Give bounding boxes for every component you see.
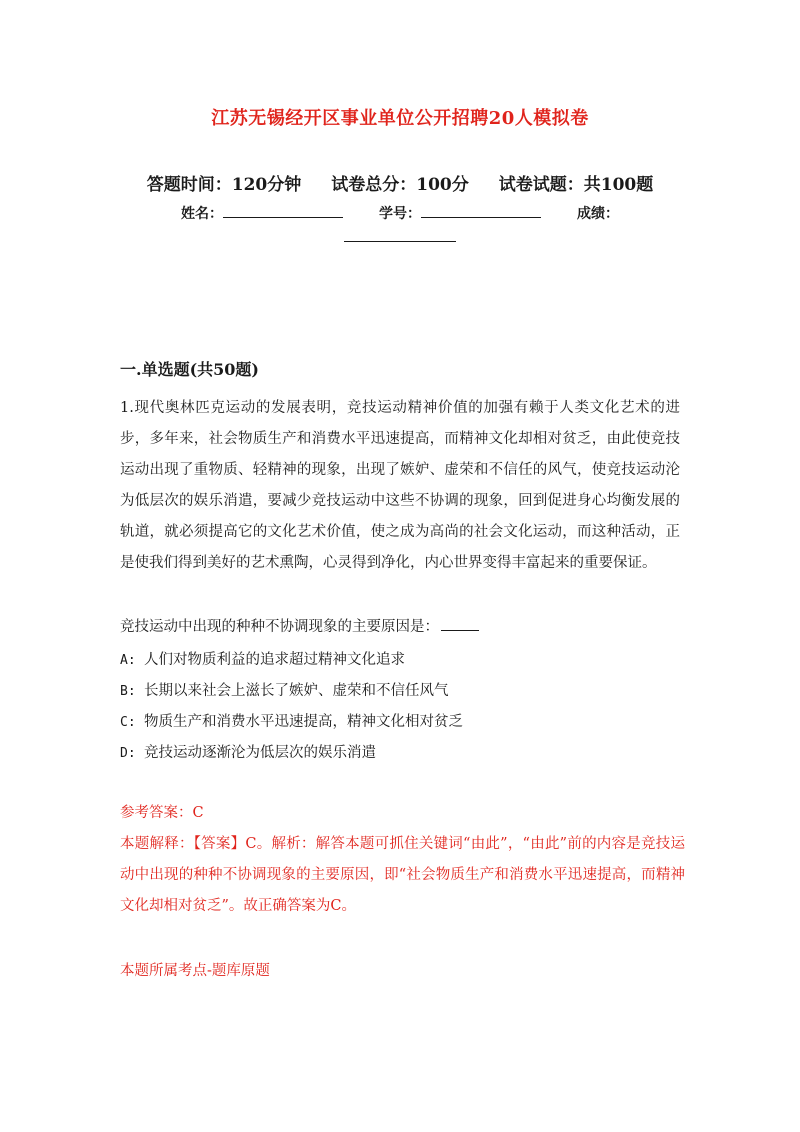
option-text: 人们对物质利益的追求超过精神文化追求 — [144, 652, 405, 668]
score-field[interactable] — [344, 229, 456, 242]
question-stem — [120, 615, 479, 636]
name-field[interactable] — [223, 205, 343, 218]
score-line — [0, 227, 800, 246]
id-field[interactable] — [421, 205, 541, 218]
option-key: B: — [120, 684, 136, 699]
score-label: 成绩： — [577, 206, 619, 222]
answer-block — [120, 798, 685, 922]
exam-title: 江苏无锡经开区事业单位公开招聘20人模拟卷 — [211, 108, 589, 129]
answer-blank — [441, 618, 479, 631]
answer-explanation: 本题解释：【答案】C。解析：解答本题可抓住关键词“由此”，“由此”前的内容是竞技运动中出现的种种不协调现象的主要原因，即“社会物质生产和消费水平迅速提高，而精神文化却相对贫乏”。故正确答案为C。 — [120, 836, 685, 914]
option-key: A: — [120, 653, 136, 668]
options-list — [120, 645, 463, 769]
question-text: 1.现代奥林匹克运动的发展表明，竞技运动精神价值的加强有赖于人类文化艺术的进步，多年来，社会物质生产和消费水平迅速提高，而精神文化却相对贫乏，由此使竞技运动出现了重物质、轻精神的现象，出现了嫉妒、虚荣和不信任的风气，使竞技运动沦为低层次的娱乐消遣，要减少竞技运动中这些不协调的现象，回到促进身心均衡发展的轨道，就必须提高它的文化艺术价值，使之成为高尚的社会文化运动，而这种活动，正是使我们得到美好的艺术熏陶，心灵得到净化，内心世界变得丰富起来的重要保证。 — [120, 400, 680, 571]
option-b[interactable] — [120, 676, 463, 707]
option-c[interactable] — [120, 707, 463, 738]
section-heading: 一.单选题(共50题) — [120, 360, 259, 379]
option-key: C: — [120, 715, 136, 730]
name-label: 姓名： — [181, 206, 223, 222]
option-a[interactable] — [120, 645, 463, 676]
option-d[interactable] — [120, 738, 463, 769]
option-text: 物质生产和消费水平迅速提高，精神文化相对贫乏 — [144, 714, 463, 730]
reference-answer: 参考答案：C — [120, 805, 204, 821]
student-info — [0, 203, 800, 223]
question-topic: 本题所属考点-题库原题 — [120, 963, 270, 979]
exam-time: 答题时间：120分钟 — [146, 175, 302, 195]
id-label: 学号： — [379, 206, 421, 222]
exam-question-count: 试卷试题：共100题 — [498, 175, 654, 195]
option-key: D: — [120, 746, 136, 761]
option-text: 竞技运动逐渐沦为低层次的娱乐消遣 — [144, 745, 376, 761]
exam-total-score: 试卷总分：100分 — [331, 175, 469, 195]
exam-meta — [0, 170, 800, 195]
question-stem-text: 竞技运动中出现的种种不协调现象的主要原因是： — [120, 619, 439, 635]
option-text: 长期以来社会上滋长了嫉妒、虚荣和不信任风气 — [144, 683, 449, 699]
